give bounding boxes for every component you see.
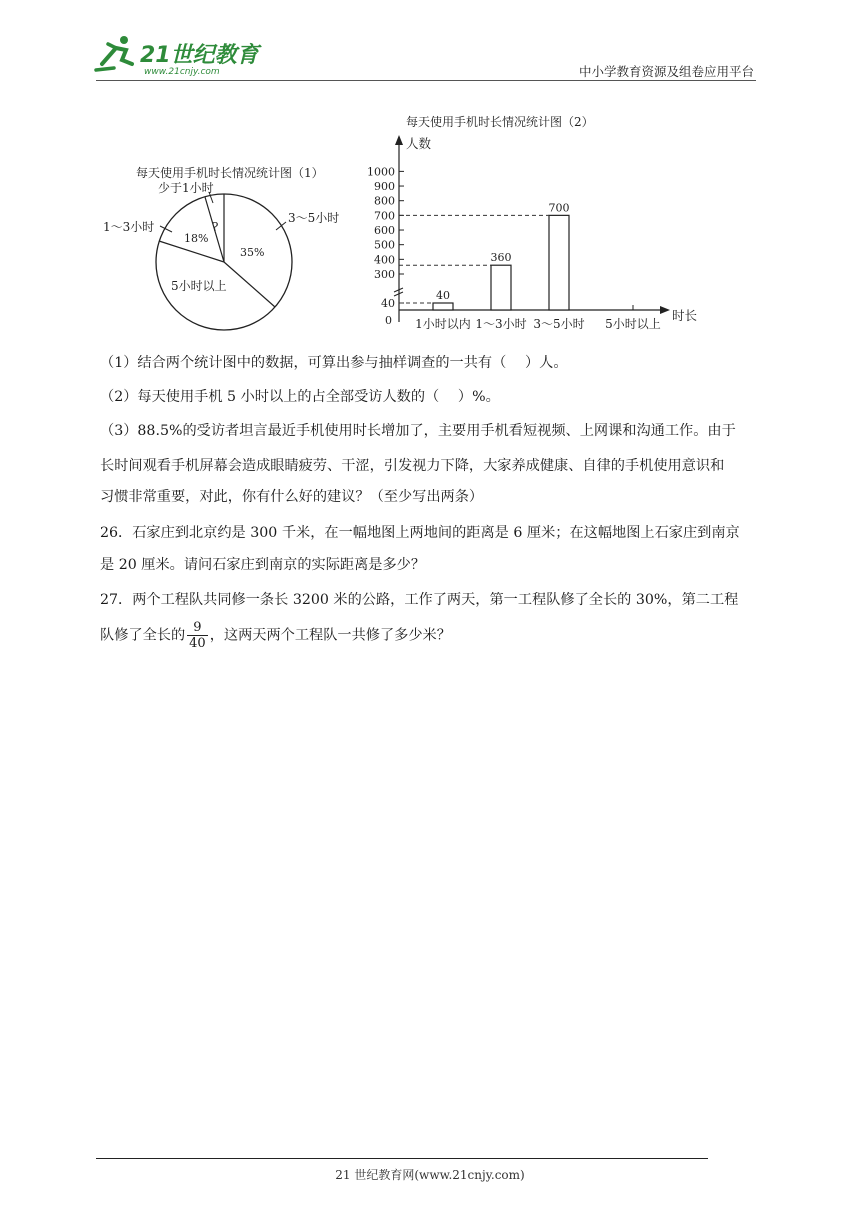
pie-label-more5: 5小时以上 — [171, 279, 227, 293]
fraction-9-40 — [187, 620, 208, 651]
problem-27-line-2-post: ，这两天两个工程队一共修了多少米？ — [209, 627, 451, 644]
question-3-line-1: （3）88.5%的受访者坦言最近手机使用时长增加了，主要用手机看短视频、上网课和沟通工作。由于 — [100, 423, 736, 439]
bar — [433, 303, 453, 310]
x-category-label: 1小时以内 — [415, 317, 471, 331]
pie-label-three-five: 3～5小时 — [288, 211, 340, 225]
y-tick-label: 800 — [374, 194, 395, 208]
bar — [549, 215, 569, 310]
y-tick-label: 900 — [374, 180, 395, 194]
logo-subtext: www.21cnjy.com — [144, 67, 220, 77]
question-3-line-3: 习惯非常重要，对此，你有什么好的建议？（至少写出两条） — [100, 489, 484, 505]
logo-text: 21世纪教育 — [140, 43, 259, 68]
y-tick-label: 400 — [374, 253, 395, 267]
footer-text: 21 世纪教育网(www.21cnjy.com) — [335, 1168, 525, 1182]
bar-origin-label: 0 — [385, 314, 392, 327]
problem-26-line-1: 26．石家庄到北京约是 300 千米，在一幅地图上两地间的距离是 6 厘米；在这幅地图上石家庄到南京 — [100, 525, 740, 541]
x-axis-arrow-icon — [660, 306, 670, 314]
y-tick-label: 300 — [374, 268, 395, 281]
y-tick-label: 1000 — [367, 165, 395, 179]
x-category-label: 5小时以上 — [605, 317, 661, 331]
y-tick-label: 40 — [381, 297, 395, 310]
question-2: （2）每天使用手机 5 小时以上的占全部受访人数的（ ）%。 — [100, 389, 500, 405]
x-category-label: 1～3小时 — [475, 317, 527, 331]
questions-section — [100, 350, 760, 670]
bar-marks — [399, 201, 661, 331]
bar-value-label: 700 — [548, 201, 570, 215]
bar — [491, 265, 511, 310]
pie-unknown-mark: ? — [212, 220, 219, 234]
bar-x-label: 时长 — [672, 308, 698, 323]
y-tick-label: 600 — [374, 224, 395, 238]
question-1: （1）结合两个统计图中的数据，可算出参与抽样调查的一共有（ ）人。 — [100, 355, 568, 371]
pie-pct-one-three: 18% — [184, 232, 209, 245]
y-tick-label: 700 — [374, 209, 395, 223]
fraction-denominator: 40 — [189, 636, 206, 651]
question-3-line-2: 长时间观看手机屏幕会造成眼睛疲劳、干涩，引发视力下降，大家养成健康、自律的手机使用意识和 — [100, 458, 725, 474]
site-tagline: 中小学教育资源及组卷应用平台 — [578, 64, 754, 79]
problem-27-line-2-pre: 队修了全长的 — [100, 627, 186, 644]
y-tick-label: 500 — [374, 238, 395, 252]
pie-label-less1: 少于1小时 — [158, 181, 214, 195]
bar-chart-title: 每天使用手机时长情况统计图（2） — [406, 115, 594, 129]
fraction-numerator: 9 — [187, 620, 208, 636]
footer-divider — [96, 1158, 708, 1159]
bar-chart — [0, 0, 860, 360]
problem-27-line-1: 27．两个工程队共同修一条长 3200 米的公路，工作了两天，第一工程队修了全长的 30%，第二工程 — [100, 592, 739, 608]
y-axis-arrow-icon — [395, 135, 403, 145]
x-category-label: 3～5小时 — [533, 317, 585, 331]
bar-value-label: 40 — [436, 289, 450, 302]
pie-chart-title: 每天使用手机时长情况统计图（1） — [136, 166, 324, 180]
bar-value-label: 360 — [490, 251, 512, 265]
bar-y-label: 人数 — [406, 136, 432, 151]
pie-label-one-three: 1～3小时 — [103, 220, 155, 234]
problem-27-line-2 — [100, 620, 451, 651]
pie-pct-three-five: 35% — [240, 246, 265, 259]
problem-26-line-2: 是 20 厘米。请问石家庄到南京的实际距离是多少？ — [100, 557, 426, 573]
